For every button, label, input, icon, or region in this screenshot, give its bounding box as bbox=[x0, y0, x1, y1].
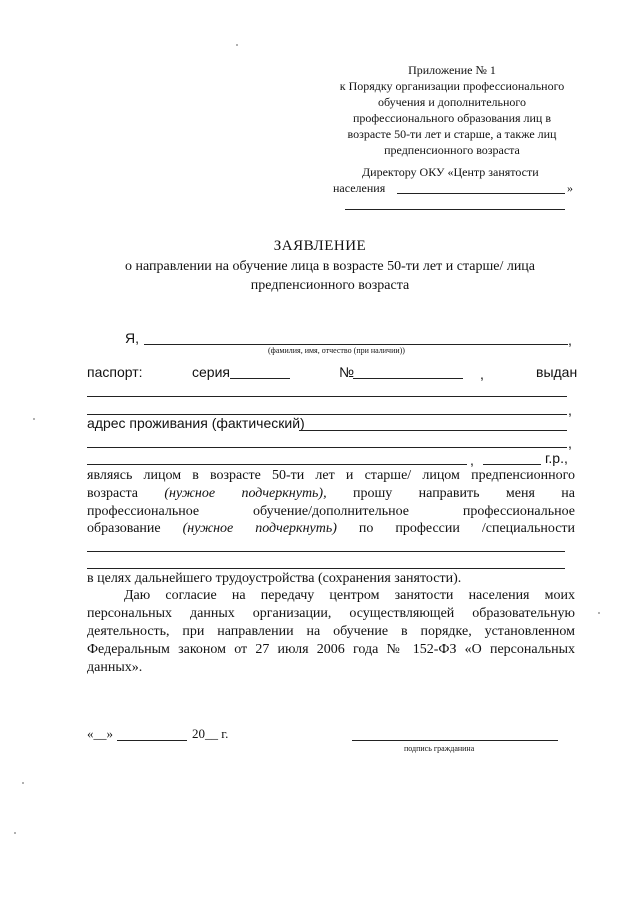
scan-speck bbox=[22, 782, 24, 784]
text-fragment: прошу направить меня на bbox=[353, 486, 576, 501]
addressee-suffix: » bbox=[567, 181, 573, 195]
comma: , bbox=[568, 402, 572, 418]
label-seria: серия bbox=[192, 364, 230, 380]
center-name-field[interactable] bbox=[397, 193, 565, 194]
passport-series-field[interactable] bbox=[230, 378, 290, 379]
issued-by-field[interactable] bbox=[87, 396, 567, 397]
text-fragment: образование bbox=[87, 521, 161, 536]
label-vydan: выдан bbox=[536, 364, 578, 380]
appendix-line: профессионального образования лиц в bbox=[352, 111, 552, 125]
appendix-line: к Порядку организации профессионального bbox=[339, 79, 565, 93]
fio-field[interactable] bbox=[144, 344, 568, 345]
consent-line: деятельность, при направлении на обучение в порядке, установленном bbox=[87, 624, 575, 639]
subtitle-line: о направлении на обучение лица в возрасте 50-ти лет и старше/ лица bbox=[124, 259, 536, 274]
appendix-number: Приложение № 1 bbox=[408, 63, 496, 77]
date-month-field[interactable] bbox=[117, 740, 187, 741]
signature-hint: подпись гражданина bbox=[404, 744, 475, 753]
paragraph-line bbox=[87, 486, 575, 502]
addressee-extra-field[interactable] bbox=[345, 209, 565, 210]
text-fragment: возраста bbox=[87, 486, 138, 501]
comma: , bbox=[470, 452, 474, 468]
comma: , bbox=[568, 435, 572, 451]
consent-line: персональных данных организации, осуществляющей образовательную bbox=[87, 606, 575, 621]
purpose-line: в целях дальнейшего трудоустройства (сохранения занятости). bbox=[87, 571, 462, 586]
label-birth-year: г.р., bbox=[545, 450, 568, 466]
label-passport: паспорт: bbox=[87, 364, 143, 380]
paragraph-line bbox=[87, 521, 575, 537]
document-title: ЗАЯВЛЕНИЕ bbox=[273, 238, 367, 254]
consent-line: данных». bbox=[87, 660, 143, 675]
scan-speck bbox=[33, 418, 35, 420]
consent-line: Федеральным законом от 27 июля 2006 года № 152-ФЗ «О персональных bbox=[87, 642, 575, 657]
date-day: «__» bbox=[87, 726, 113, 741]
document-subtitle bbox=[80, 257, 580, 295]
appendix-line: возрасте 50-ти лет и старше, а также лиц bbox=[347, 127, 557, 141]
addressee-prefix: населения bbox=[333, 181, 386, 195]
paragraph-line: являясь лицом в возрасте 50-ти лет и старше/ лицом предпенсионного bbox=[87, 468, 575, 483]
italic-note: (нужное подчеркнуть), bbox=[164, 486, 327, 501]
scan-speck bbox=[598, 612, 600, 614]
italic-note: (нужное подчеркнуть) bbox=[182, 521, 337, 536]
scan-speck bbox=[14, 832, 16, 834]
comma: , bbox=[568, 332, 572, 348]
signature-field[interactable] bbox=[352, 740, 558, 741]
fio-hint: (фамилия, имя, отчество (при наличии)) bbox=[268, 346, 405, 355]
date-year: 20__ г. bbox=[192, 726, 229, 741]
label-ya: Я, bbox=[125, 330, 139, 346]
birth-year-field[interactable] bbox=[483, 464, 541, 465]
addressee-line: Директору ОКУ «Центр занятости bbox=[362, 165, 539, 179]
consent-line: Даю согласие на передачу центром занятости населения моих bbox=[124, 588, 575, 603]
profession-field-2[interactable] bbox=[87, 568, 565, 569]
passport-number-field[interactable] bbox=[353, 378, 463, 379]
appendix-line: предпенсионного возраста bbox=[384, 143, 520, 157]
profession-field[interactable] bbox=[87, 551, 565, 552]
address-field-2[interactable] bbox=[87, 447, 567, 448]
address-field-3[interactable] bbox=[87, 464, 467, 465]
appendix-header bbox=[322, 62, 582, 158]
comma: , bbox=[480, 366, 484, 382]
paragraph-line: профессиональное обучение/дополнительное профессиональное bbox=[87, 504, 575, 519]
address-field[interactable] bbox=[299, 430, 567, 431]
text-fragment: по профессии /специальности bbox=[358, 521, 576, 536]
scan-speck bbox=[236, 44, 238, 46]
appendix-line: обучения и дополнительного bbox=[377, 95, 527, 109]
label-number: № bbox=[339, 364, 355, 380]
label-address: адрес проживания (фактический) bbox=[87, 415, 305, 431]
subtitle-line: предпенсионного возраста bbox=[250, 278, 410, 293]
